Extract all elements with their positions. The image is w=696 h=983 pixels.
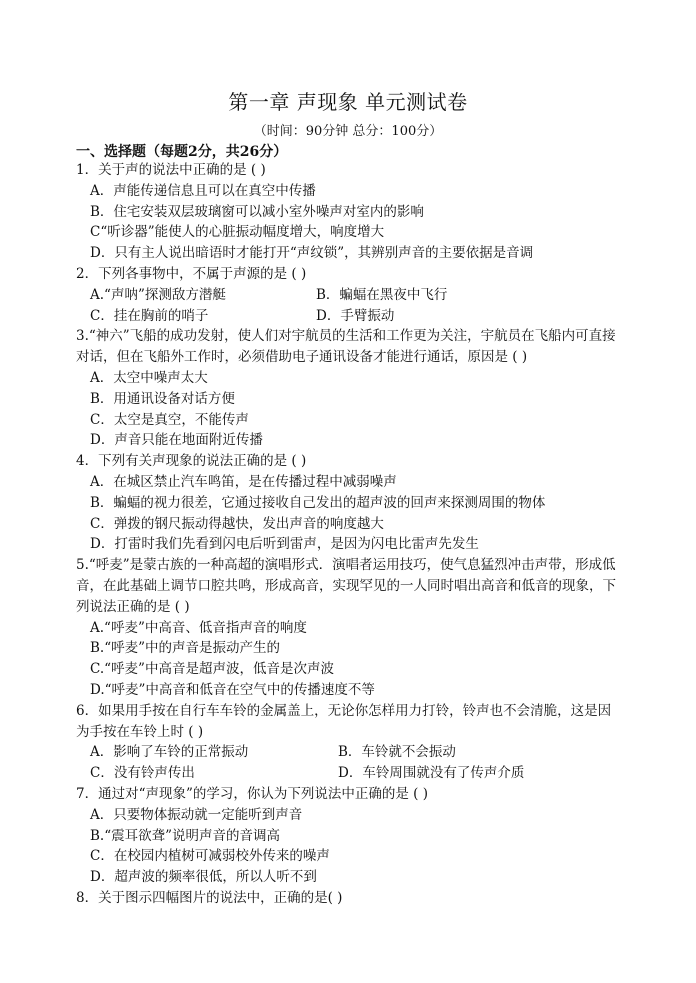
question-list (76, 160, 624, 909)
option-d: D．声音只能在地面附近传播 (90, 432, 263, 449)
option-c: C．太空是真空，不能传声 (90, 411, 249, 428)
question-1 (76, 160, 624, 264)
question-stem: 1．关于声的说法中正确的是 ( ) (76, 162, 266, 178)
option-b: B．住宅安装双层玻璃窗可以减小室外噪声对室内的影响 (90, 203, 424, 220)
question-stem: 5.“呼麦”是蒙古族的一种高超的演唱形式．演唱者运用技巧，使气息猛烈冲击声带，形成低音，在此基础上调节口腔共鸣，形成高音，实现罕见的一人同时唱出高音和低音的现象，下列说法正确的是 ( ) (76, 557, 616, 615)
exam-time-and-score: （时间：90分钟 总分：100分） (253, 124, 443, 139)
option-b: B.“呼麦”中的声音是振动产生的 (90, 640, 281, 657)
option-a: A．在城区禁止汽车鸣笛，是在传播过程中减弱噪声 (90, 473, 397, 490)
option-d: D．手臂振动 (316, 307, 395, 324)
question-stem: 8．关于图示四幅图片的说法中，正确的是( ) (76, 889, 343, 906)
option-d: D．车铃周围就没有了传声介质 (338, 765, 525, 782)
option-c: C.“呼麦”中高音是超声波，低音是次声波 (90, 661, 334, 678)
option-b: B．用通讯设备对话方便 (90, 390, 235, 407)
section-heading: 一、选择题（每题2分，共26分） (76, 144, 288, 160)
option-row (76, 763, 624, 784)
option-d: D.“呼麦”中高音和低音在空气中的传播速度不等 (90, 681, 375, 698)
question-stem: 7．通过对“声现象”的学习，你认为下列说法中正确的是 ( ) (76, 785, 429, 802)
question-stem: 4．下列有关声现象的说法正确的是 ( ) (76, 453, 307, 470)
option-a: A．只要物体振动就一定能听到声音 (90, 806, 303, 823)
option-c: C．挂在胸前的哨子 (90, 307, 209, 324)
question-6 (76, 701, 624, 784)
option-b: B.“震耳欲聋”说明声音的音调高 (90, 827, 281, 844)
option-row (76, 742, 624, 763)
option-d: D．打雷时我们先看到闪电后听到雷声，是因为闪电比雷声先发生 (90, 536, 479, 553)
option-c: C．没有铃声传出 (90, 765, 195, 782)
option-a: A.“声呐”探测敌方潜艇 (90, 286, 226, 303)
option-a: A．声能传递信息且可以在真空中传播 (90, 182, 316, 199)
option-a: A．影响了车铃的正常振动 (90, 744, 249, 761)
option-d: D．超声波的频率很低，所以人听不到 (90, 869, 317, 886)
option-a: A．太空中噪声太大 (90, 369, 208, 386)
option-d: D．只有主人说出暗语时才能打开“声纹锁”，其辨别声音的主要依据是音调 (90, 245, 534, 262)
question-4 (76, 451, 624, 555)
option-b: B．车铃就不会振动 (338, 744, 456, 761)
option-c: C．在校园内植树可减弱校外传来的噪声 (90, 848, 330, 865)
question-8 (76, 888, 624, 909)
option-row (76, 285, 624, 306)
option-c: C“听诊器”能使人的心脏振动幅度增大，响度增大 (90, 224, 385, 241)
question-stem: 3.“神六”飞船的成功发射，使人们对宇航员的生活和工作更为关注，宇航员在飞船内可直接对话，但在飞船外工作时，必须借助电子通讯设备才能进行通话，原因是 ( ) (76, 328, 616, 366)
option-row (76, 306, 624, 327)
question-2 (76, 264, 624, 326)
option-b: B．蝙蝠在黑夜中飞行 (316, 286, 448, 303)
page-title: 第一章 声现象 单元测试卷 (228, 90, 468, 114)
option-c: C．弹拨的钢尺振动得越快，发出声音的响度越大 (90, 515, 384, 532)
question-stem: 2．下列各事物中，不属于声源的是 ( ) (76, 265, 307, 282)
question-3 (76, 326, 624, 451)
question-5 (76, 555, 624, 701)
option-b: B．蝙蝠的视力很差，它通过接收自己发出的超声波的回声来探测周围的物体 (90, 494, 546, 511)
question-stem: 6．如果用手按在自行车车铃的金属盖上，无论你怎样用力打铃，铃声也不会清脆，这是因为手按在车铃上时 ( ) (76, 702, 612, 740)
option-a: A.“呼麦”中高音、低音指声音的响度 (90, 619, 307, 636)
question-7 (76, 784, 624, 888)
